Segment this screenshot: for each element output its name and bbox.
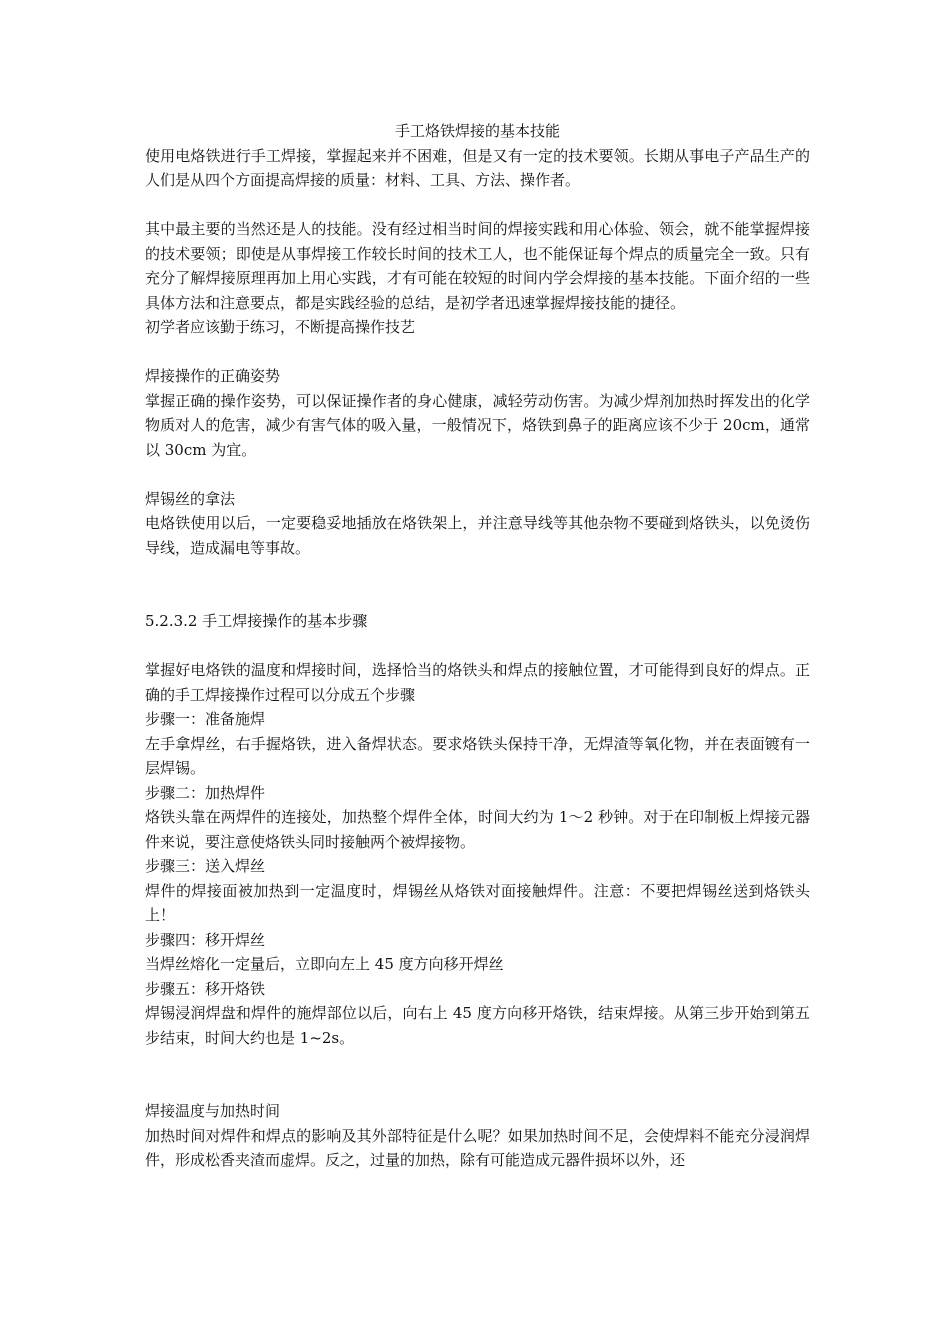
wire-heading: 焊锡丝的拿法	[145, 489, 236, 508]
temperature-heading: 焊接温度与加热时间	[145, 1102, 281, 1120]
spacer	[145, 634, 810, 659]
spacer	[145, 462, 810, 487]
spacer	[145, 1050, 810, 1099]
step-2-label: 步骤二：加热焊件	[145, 783, 266, 802]
step-4-text: 当焊丝熔化一定量后，立即向左上 45 度方向移开焊丝	[145, 955, 504, 973]
step-1-label: 步骤一：准备施焊	[145, 710, 266, 728]
document-page	[145, 119, 810, 1173]
spacer	[145, 193, 810, 218]
step-2-text: 烙铁头靠在两焊件的连接处，加热整个焊件全体，时间大约为 1～2 秒钟。对于在印制板上焊接元器件来说，要注意使烙铁头同时接触两个被焊接物。	[145, 808, 810, 851]
posture-heading: 焊接操作的正确姿势	[145, 367, 281, 385]
document-title: 手工烙铁焊接的基本技能	[394, 122, 560, 140]
temperature-paragraph: 加热时间对焊件和焊点的影响及其外部特征是什么呢？如果加热时间不足，会使焊料不能充分浸润焊件，形成松香夹渣而虚焊。反之，过量的加热，除有可能造成元器件损坏以外，还	[145, 1126, 810, 1169]
step-5-text: 焊锡浸润焊盘和焊件的施焊部位以后，向右上 45 度方向移开烙铁，结束焊接。从第三步开始到第五步结束，时间大约也是 1~2s。	[145, 1004, 810, 1047]
intro-paragraph-1: 使用电烙铁进行手工焊接，掌握起来并不困难，但是又有一定的技术要领。长期从事电子产品生产的人们是从四个方面提高焊接的质量：材料、工具、方法、操作者。	[145, 146, 810, 189]
posture-paragraph: 掌握正确的操作姿势，可以保证操作者的身心健康，减轻劳动伤害。为减少焊剂加热时挥发出的化学物质对人的危害，减少有害气体的吸入量，一般情况下，烙铁到鼻子的距离应该不少于 20cm，通常以 30cm 为宜。	[145, 391, 810, 459]
step-3-label: 步骤三：送入焊丝	[145, 857, 266, 875]
wire-paragraph: 电烙铁使用以后，一定要稳妥地插放在烙铁架上，并注意导线等其他杂物不要碰到烙铁头，以免烫伤导线，造成漏电等事故。	[145, 514, 810, 557]
spacer	[145, 340, 810, 365]
intro-paragraph-3: 初学者应该勤于练习，不断提高操作技艺	[145, 318, 416, 336]
spacer	[145, 560, 810, 609]
steps-intro-paragraph: 掌握好电烙铁的温度和焊接时间，选择恰当的烙铁头和焊点的接触位置，才可能得到良好的焊点。正确的手工焊接操作过程可以分成五个步骤	[145, 661, 810, 704]
step-5-label: 步骤五：移开烙铁	[145, 979, 266, 998]
step-4-label: 步骤四：移开焊丝	[145, 930, 266, 949]
step-3-text: 焊件的焊接面被加热到一定温度时，焊锡丝从烙铁对面接触焊件。注意：不要把焊锡丝送到烙铁头上！	[145, 881, 810, 924]
step-1-text: 左手拿焊丝，右手握烙铁，进入备焊状态。要求烙铁头保持干净，无焊渣等氧化物，并在表面镀有一层焊锡。	[145, 734, 810, 777]
intro-paragraph-2: 其中最主要的当然还是人的技能。没有经过相当时间的焊接实践和用心体验、领会，就不能掌握焊接的技术要领；即使是从事焊接工作较长时间的技术工人，也不能保证每个焊点的质量完全一致。只有充分了解焊接原理再加上用心实践，才有可能在较短的时间内学会焊接的基本技能。下面介绍的一些具体方法和注意要点，都是实践经验的总结，是初学者迅速掌握焊接技能的捷径。	[145, 220, 810, 312]
steps-heading: 5.2.3.2 手工焊接操作的基本步骤	[145, 612, 368, 630]
